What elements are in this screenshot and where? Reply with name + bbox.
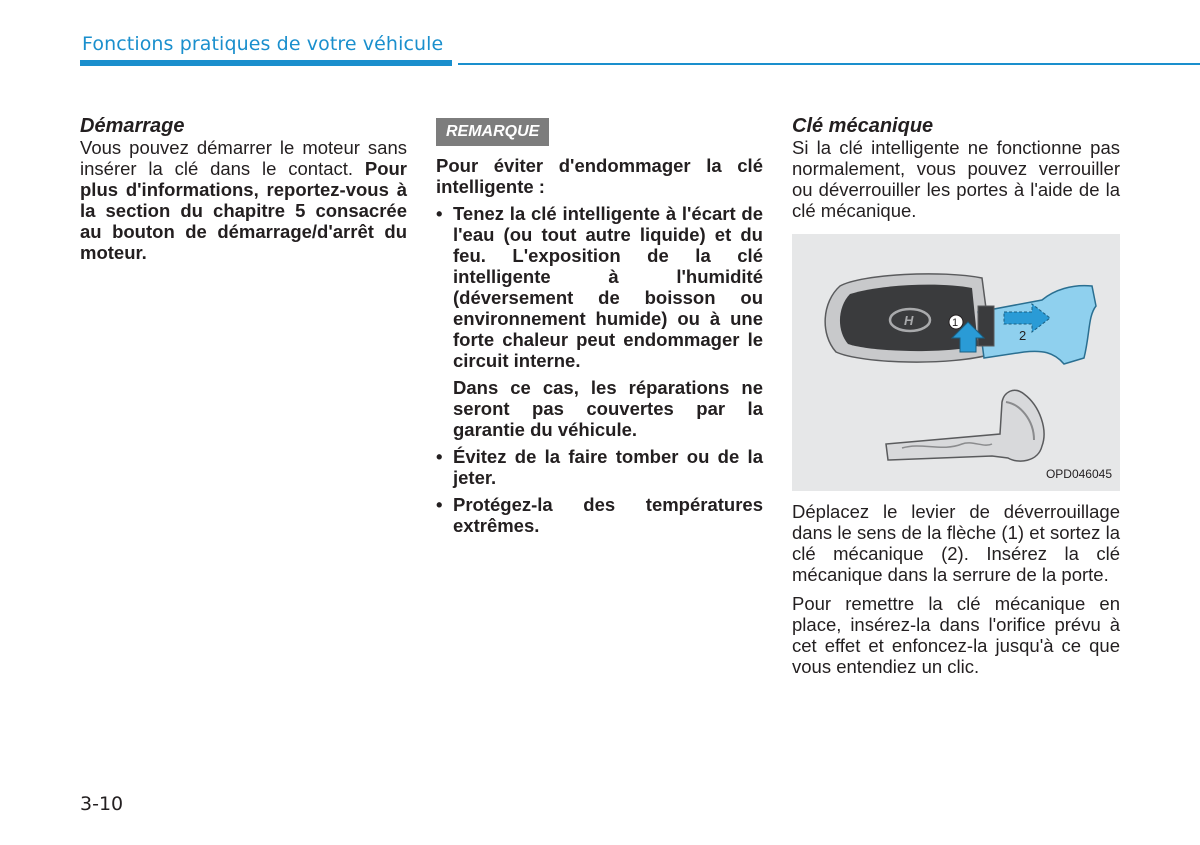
cle-replace-paragraph: Pour remettre la clé mécanique en place, insérez-la dans l'orifice prévu à cet effet et enfoncez-la jusqu'à ce que vous entendiez un clic. (792, 593, 1120, 677)
callout-2-label: 2 (1019, 328, 1027, 343)
list-item (436, 203, 763, 440)
bullet-icon: • (436, 203, 443, 224)
bullet-text: Protégez-la des températures extrêmes. (453, 494, 763, 536)
mechanical-key-blade (886, 390, 1044, 461)
note-badge: REMARQUE (436, 118, 549, 146)
header-accent-bar (80, 60, 452, 66)
cle-instructions-paragraph: Déplacez le levier de déverrouillage dans le sens de la flèche (1) et sortez la clé mécanique (2). Insérez la clé mécanique dans la serrure de la porte. (792, 501, 1120, 585)
list-item (436, 446, 763, 488)
smart-key-illustration (792, 234, 1120, 491)
cle-intro-paragraph: Si la clé intelligente ne fonctionne pas normalement, vous pouvez verrouiller ou déverrouiller les portes à l'aide de la clé mécanique. (792, 137, 1120, 221)
page-number: 3-10 (80, 793, 124, 815)
note-column (436, 118, 763, 542)
note-bullet-list (436, 203, 763, 536)
demarrage-paragraph (80, 137, 407, 263)
svg-text:H: H (904, 313, 914, 328)
running-header: Fonctions pratiques de votre véhicule (82, 33, 444, 55)
header-rule (458, 63, 1200, 65)
list-item (436, 494, 763, 536)
bullet-icon: • (436, 494, 443, 515)
bullet-text: Évitez de la faire tomber ou de la jeter. (453, 446, 763, 488)
demarrage-reference: Pour plus d'informations, reportez-vous à la section du chapitre 5 consacrée au bouton de démarrage/d'arrêt du moteur. (80, 158, 407, 263)
mechanical-key-figure (792, 234, 1120, 491)
demarrage-text: Vous pouvez démarrer le moteur sans insérer la clé dans le contact. (80, 137, 407, 179)
bullet-text: Tenez la clé intelligente à l'écart de l'eau (ou tout autre liquide) et du feu. L'exposition de la clé intelligente à l'humidité (déversement de boisson ou environnement humide) ou à une forte chaleur peut endommager le circuit interne. (453, 203, 763, 371)
right-column (792, 116, 1120, 677)
bullet-icon: • (436, 446, 443, 467)
note-lead: Pour éviter d'endommager la clé intelligente : (436, 155, 763, 197)
section-heading-demarrage: Démarrage (80, 115, 185, 137)
figure-code: OPD046045 (1045, 467, 1112, 481)
section-heading-cle-mecanique: Clé mécanique (792, 115, 934, 137)
left-column (80, 116, 407, 263)
callout-1-label: 1 (952, 317, 959, 329)
bullet-subtext: Dans ce cas, les réparations ne seront pas couvertes par la garantie du véhicule. (453, 377, 763, 440)
